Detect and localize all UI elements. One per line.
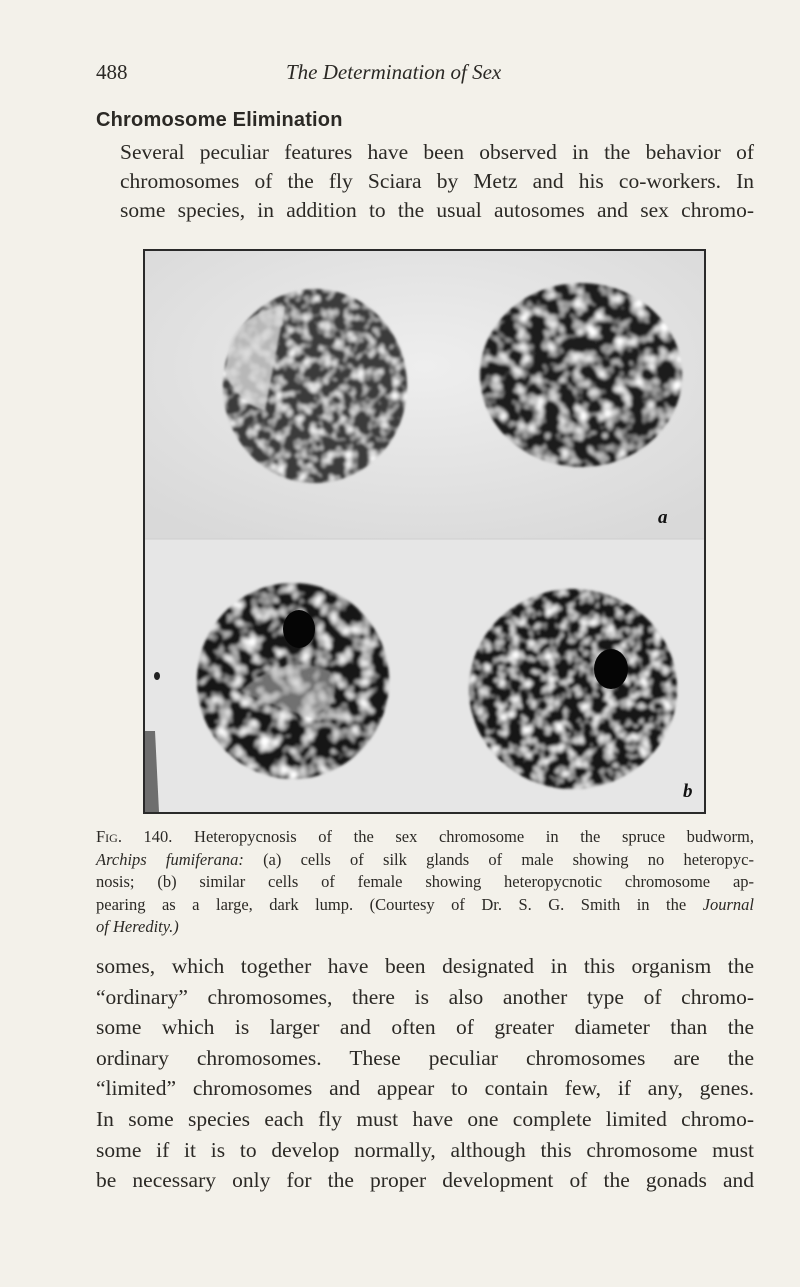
caption-line bbox=[96, 871, 754, 894]
caption-text: nosis; bbox=[96, 872, 135, 891]
paragraph-2 bbox=[96, 951, 754, 1196]
paragraph-line: some which is larger and often of greater diameter than the bbox=[96, 1015, 754, 1040]
species-name: Archips fumiferana: bbox=[96, 849, 244, 869]
caption-line bbox=[96, 849, 754, 872]
page-number: 488 bbox=[96, 60, 128, 84]
paragraph-1 bbox=[96, 138, 754, 225]
paragraph-line: “ordinary” chromosomes, there is also another type of chromo- bbox=[96, 984, 754, 1009]
panel-b-right-cell bbox=[469, 589, 677, 789]
caption-text: (a) bbox=[263, 849, 282, 869]
caption-text: cells of silk glands of male showing no heteropyc- bbox=[300, 849, 755, 869]
caption-text: pearing as a large, dark lump. (Courtesy of Dr. S. G. Smith in the bbox=[96, 894, 687, 914]
paragraph-line: be necessary only for the proper development of the gonads and bbox=[96, 1168, 754, 1193]
panel-a-label: a bbox=[658, 507, 668, 528]
heteropycnotic-lump-left bbox=[283, 610, 315, 648]
heteropycnotic-lump-right bbox=[594, 649, 628, 689]
panel-a-right-cell bbox=[480, 283, 682, 467]
paragraph-line: somes, which together have been designated in this organism the bbox=[96, 954, 754, 978]
paragraph-line: In some species each fly must have one complete limited chromo- bbox=[96, 1106, 754, 1131]
figure-caption bbox=[96, 826, 754, 939]
caption-text: (b) bbox=[157, 872, 177, 891]
micrograph-image bbox=[145, 251, 704, 812]
caption-text: similar cells of female showing heteropycnotic chromosome ap- bbox=[199, 872, 755, 891]
caption-line bbox=[96, 894, 754, 917]
figure-number: Fig. 140. bbox=[96, 827, 173, 846]
journal-name: Journal bbox=[702, 894, 754, 914]
panel-b-label: b bbox=[683, 781, 693, 802]
running-header bbox=[96, 60, 724, 92]
paragraph-line: chromosomes of the fly Sciara by Metz and his co-workers. In bbox=[120, 169, 754, 193]
caption-text: Heteropycnosis of the sex chromosome in the spruce budworm, bbox=[194, 827, 755, 846]
running-title: The Determination of Sex bbox=[286, 60, 502, 84]
micrograph-figure bbox=[143, 249, 706, 814]
paragraph-line: Several peculiar features have been observed in the behavior of bbox=[120, 140, 754, 164]
section-heading: Chromosome Elimination bbox=[96, 109, 343, 131]
caption-line bbox=[96, 826, 754, 849]
paragraph-line: ordinary chromosomes. These peculiar chromosomes are the bbox=[96, 1045, 754, 1070]
paragraph-line: “limited” chromosomes and appear to contain few, if any, genes. bbox=[96, 1076, 754, 1101]
paragraph-line: some if it is to develop normally, although this chromosome must bbox=[96, 1137, 754, 1162]
caption-line: of Heredity.) bbox=[96, 917, 179, 936]
paragraph-line: some species, in addition to the usual autosomes and sex chromo- bbox=[120, 198, 754, 222]
